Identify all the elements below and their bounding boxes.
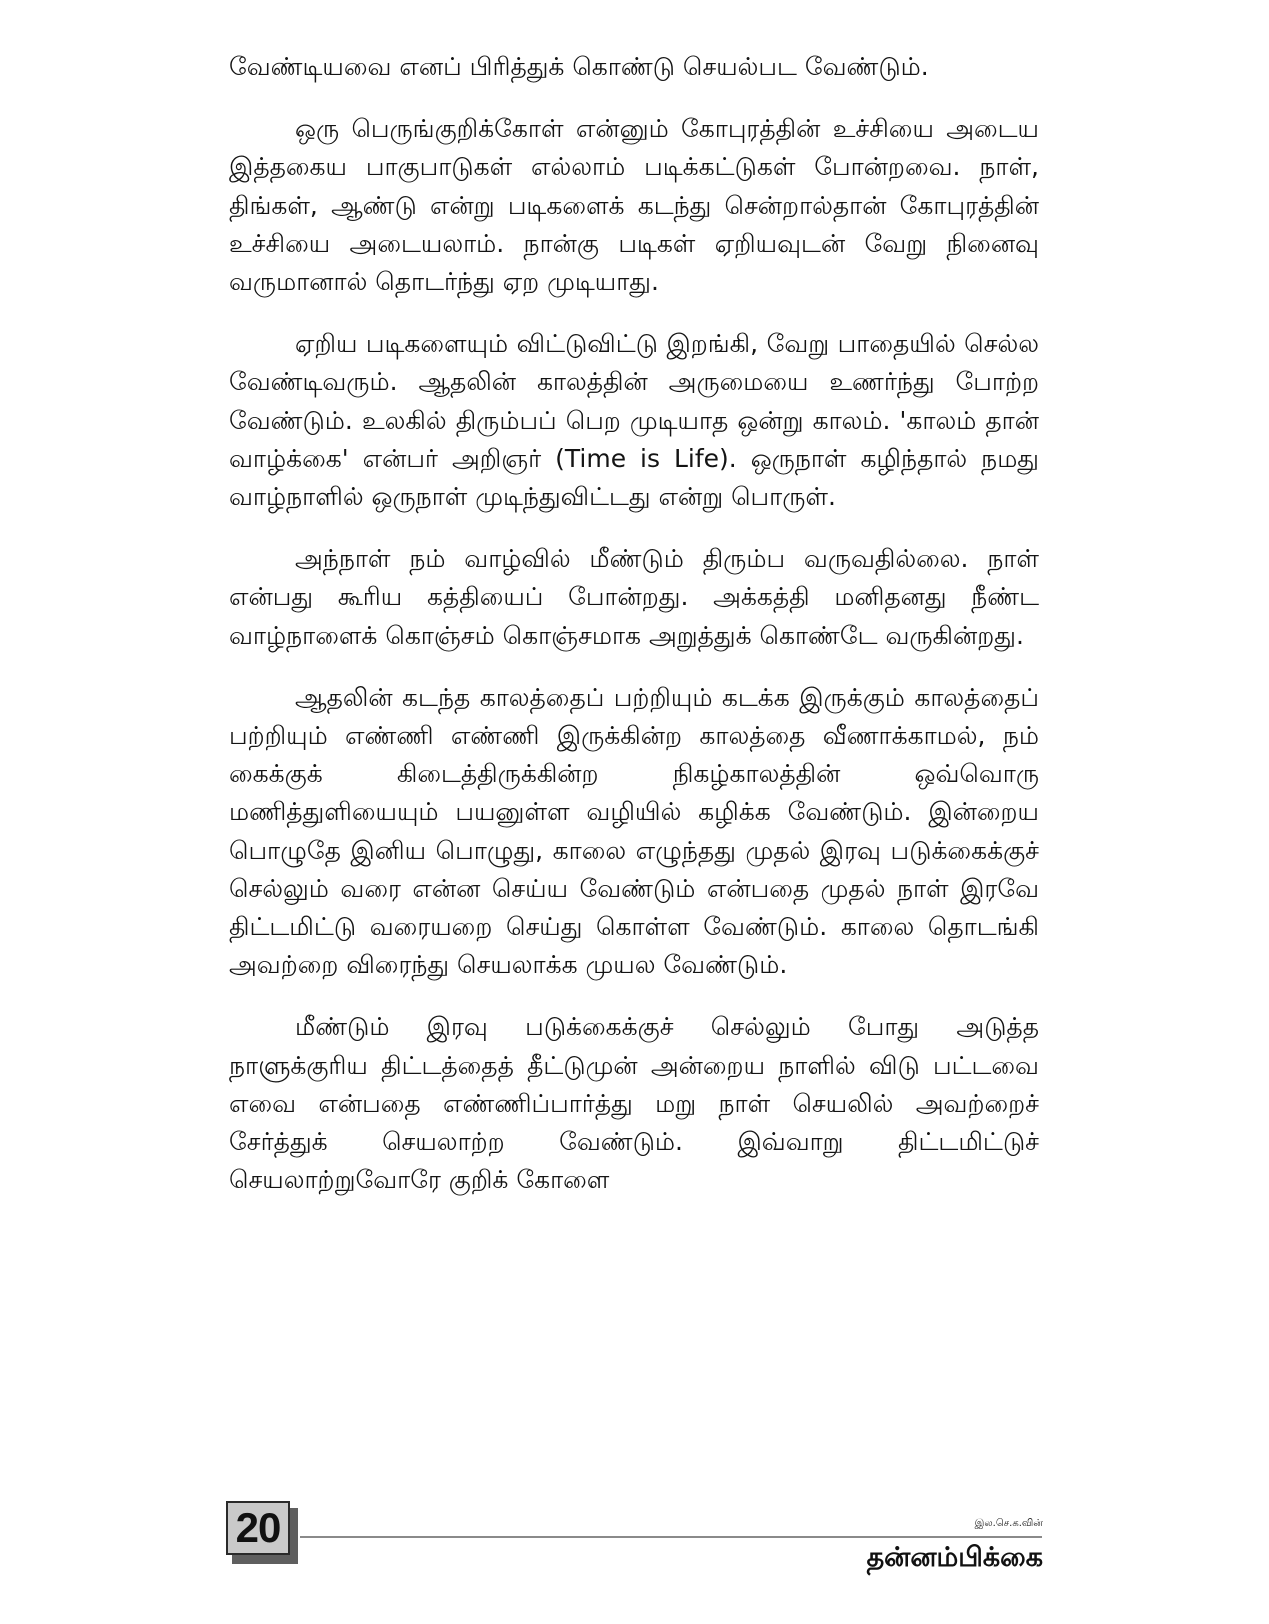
page-number: 20	[226, 1501, 290, 1555]
paragraph: மீண்டும் இரவு படுக்கைக்குச் செல்லும் போது அடுத்த நாளுக்குரிய திட்டத்தைத் தீட்டுமுன் அன்றைய நாளில் விடு பட்டவை எவை என்பதை எண்ணிப்பார்த்து மறு நாள் செயலில் அவற்றைச் சேர்த்துக் செயலாற்ற வேண்டும். இவ்வாறு திட்டமிட்டுச் செயலாற்றுவோரே குறிக் கோளை	[229, 1012, 1039, 1195]
paragraph: அந்நாள் நம் வாழ்வில் மீண்டும் திரும்ப வருவதில்லை. நாள் என்பது கூரிய கத்தியைப் போன்றது. அக்கத்தி மனிதனது நீண்ட வாழ்நாளைக் கொஞ்சம் கொஞ்சமாக அறுத்துக் கொண்டே வருகின்றது.	[229, 544, 1039, 650]
paragraph: ஏறிய படிகளையும் விட்டுவிட்டு இறங்கி, வேறு பாதையில் செல்ல வேண்டிவரும். ஆதலின் காலத்தின் அருமையை உணர்ந்து போற்ற வேண்டும். உலகில் திரும்பப் பெற முடியாத ஒன்று காலம். 'காலம் தான் வாழ்க்கை' என்பர் அறிஞர் (Time is Life). ஒருநாள் கழிந்தால் நமது வாழ்நாளில் ஒருநாள் முடிந்துவிட்டது என்று பொருள்.	[229, 329, 1039, 512]
footer-divider	[300, 1536, 1042, 1538]
page-body	[229, 48, 1039, 1223]
paragraph: ஒரு பெருங்குறிக்கோள் என்னும் கோபுரத்தின் உச்சியை அடைய இத்தகைய பாகுபாடுகள் எல்லாம் படிக்கட்டுகள் போன்றவை. நாள், திங்கள், ஆண்டு என்று படிகளைக் கடந்து சென்றால்தான் கோபுரத்தின் உச்சியை அடையலாம். நான்கு படிகள் ஏறியவுடன் வேறு நினைவு வருமானால் தொடர்ந்து ஏற முடியாது.	[229, 114, 1039, 297]
paragraph: ஆதலின் கடந்த காலத்தைப் பற்றியும் கடக்க இருக்கும் காலத்தைப் பற்றியும் எண்ணி எண்ணி இருக்கின்ற காலத்தை வீணாக்காமல், நம் கைக்குக் கிடைத்திருக்கின்ற நிகழ்காலத்தின் ஒவ்வொரு மணித்துளியையும் பயனுள்ள வழியில் கழிக்க வேண்டும். இன்றைய பொழுதே இனிய பொழுது, காலை எழுந்தது முதல் இரவு படுக்கைக்குச் செல்லும் வரை என்ன செய்ய வேண்டும் என்பதை முதல் நாள் இரவே திட்டமிட்டு வரையறை செய்து கொள்ள வேண்டும். காலை தொடங்கி அவற்றை விரைந்து செயலாக்க முயல வேண்டும்.	[229, 682, 1039, 980]
author-credit: இல.செ.க.வின்	[974, 1518, 1043, 1529]
book-title: தன்னம்பிக்கை	[866, 1542, 1043, 1573]
paragraph: வேண்டியவை எனப் பிரித்துக் கொண்டு செயல்பட வேண்டும்.	[229, 52, 929, 81]
